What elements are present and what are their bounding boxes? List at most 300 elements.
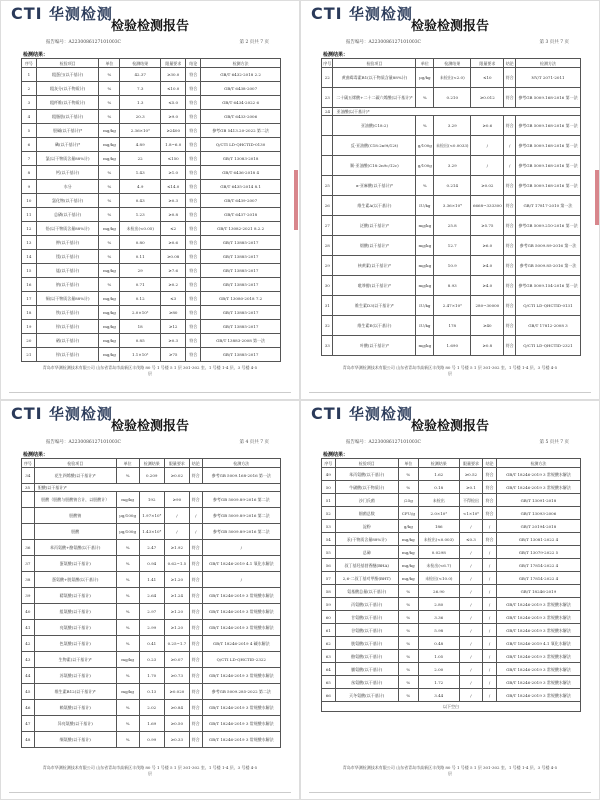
table-cell: NY/T 2071-2011 (515, 68, 580, 88)
table-cell: α-亚麻酸(以干基计)* (333, 176, 416, 196)
table-cell: 符合 (186, 68, 201, 82)
table-cell: GB/T 6434-2022 6 (201, 96, 281, 110)
table-row (22, 348, 281, 362)
table-cell: 铁(以干基计) (36, 306, 99, 320)
table-cell: IU/kg (416, 296, 434, 316)
table-cell: 未检出(<10.0) (418, 572, 459, 585)
table-row (22, 208, 281, 222)
table-cell: 21 (22, 348, 37, 362)
column-header: 限量要求 (160, 59, 185, 68)
table-cell: GB/T 13083-2018 (201, 152, 281, 166)
table-cell: 符合 (186, 250, 201, 264)
table-cell: % (416, 176, 434, 196)
table-cell: 符合 (186, 194, 201, 208)
table-row (22, 320, 281, 334)
table-cell: 4 (22, 110, 37, 124)
table-cell: % (99, 278, 120, 292)
table-cell: 50 (322, 481, 336, 494)
table-row (22, 468, 281, 484)
table-cell: 1.3 (120, 96, 161, 110)
table-cell: ≥1.0 (160, 166, 185, 180)
table-cell: GB/T 18246-2019 3 常规酸水解法 (202, 604, 280, 620)
table-cell: 7 (22, 152, 37, 166)
table-cell: 2.99 (139, 620, 164, 636)
table-cell: 0.210 (434, 88, 471, 108)
table-cell: 符合 (504, 68, 515, 88)
table-cell: / (189, 524, 202, 540)
cti-logo: CTI 华测检测 (311, 404, 413, 423)
table-row (322, 546, 581, 559)
table-cell: 1 (22, 68, 37, 82)
table-cell: mg/kg (99, 306, 120, 320)
table-cell: 维生素D3(以干基计)* (333, 296, 416, 316)
table-cell (322, 156, 333, 176)
table-cell: 符合 (189, 700, 202, 716)
table-cell: ≥6.0 (471, 236, 504, 256)
table-cell: ≤150 (160, 152, 185, 166)
table-cell: 符合 (189, 652, 202, 668)
table-cell: 谷氨酸(以干基计) (335, 624, 398, 637)
column-header: 单位 (116, 459, 139, 468)
table-cell: 符合 (504, 316, 515, 336)
table-cell: 0.25~1.7 (164, 636, 189, 652)
report-number: 报告编号：A2230086127101003C (346, 40, 422, 45)
table-cell: ≥9.0 (160, 110, 185, 124)
table-cell: mg/kg (398, 559, 418, 572)
table-cell: 0.13 (139, 684, 164, 700)
table-cell: / (483, 598, 497, 611)
report-number: 报告编号：A2230086127101003C (46, 40, 122, 45)
table-cell: / (459, 611, 483, 624)
table-cell: 3.29 (434, 156, 471, 176)
table-cell: GB/T 18246-2019 3 常规酸水解法 (496, 624, 580, 637)
table-cell: ≥0.012 (471, 88, 504, 108)
table-cell: 吡哆醇(以干基计)* (333, 276, 416, 296)
table-cell: 42 (22, 636, 35, 652)
table-cell: ≥0.6 (471, 116, 504, 136)
table-cell: 62 (322, 637, 336, 650)
table-cell: GB/T 18246-2019 3 常规酸水解法 (496, 598, 580, 611)
table-cell: ≥75 (160, 348, 185, 362)
table-cell: ≥4.0 (471, 256, 504, 276)
table-cell: GB/T 18246-2019 3 常规酸水解法 (202, 620, 280, 636)
table-cell: / (483, 546, 497, 559)
table-cell: 16 (22, 278, 37, 292)
report-page (0, 0, 300, 400)
table-row (22, 124, 281, 138)
table-cell: ≥0.1 (459, 481, 483, 494)
table-cell: mg/kg (99, 348, 120, 362)
table-cell: 57 (322, 572, 336, 585)
table-cell: 符合 (504, 176, 515, 196)
table-cell: / (504, 136, 515, 156)
table-cell: 12.7 (434, 236, 471, 256)
table-row (22, 82, 281, 96)
table-cell: 51 (322, 494, 336, 507)
table-cell: GB/T 18246-2019 3 常规酸水解法 (496, 650, 580, 663)
table-row (322, 585, 581, 598)
table-cell: GB/T 6433-2006 (201, 110, 281, 124)
table-cell: ≥1.24 (164, 588, 189, 604)
table-cell: IU/kg (416, 316, 434, 336)
column-header: 检测方法 (202, 459, 280, 468)
table-row (22, 292, 281, 306)
table-cell: mg/kg (398, 533, 418, 546)
table-cell: 酪氨酸(以干基计) (335, 650, 398, 663)
table-cell: 26 (322, 196, 333, 216)
table-cell: 53 (322, 520, 336, 533)
table-cell: mg/kg (116, 684, 139, 700)
table-cell: % (99, 250, 120, 264)
table-cell: 2.80 (418, 598, 459, 611)
table-row (22, 556, 281, 572)
table-cell: / (483, 585, 497, 598)
table-cell: 符合 (186, 348, 201, 362)
table-cell: 符合 (504, 276, 515, 296)
table-cell: mg/kg (398, 572, 418, 585)
stamp-seal (595, 170, 599, 225)
table-cell: 0.99 (139, 732, 164, 748)
table-cell: 10 (22, 194, 37, 208)
table-cell: % (398, 481, 418, 494)
column-header: 检验项目 (36, 59, 99, 68)
table-cell: 25 (322, 176, 333, 196)
footer-address: 青岛市华测检测技术有限公司 山东省青岛市高新区丰茂路 80 号 1 号楼 5 1 层 301-302 室、1 号楼 1-4 层、3 号楼 4-5 层 (342, 765, 558, 776)
table-cell: mg/kg (416, 276, 434, 296)
column-header: 结论 (189, 459, 202, 468)
table-cell: 40 (22, 604, 35, 620)
end-note: 以下空白 (322, 702, 581, 712)
table-cell: 符合 (189, 588, 202, 604)
table-cell: 符合 (483, 468, 497, 481)
table-cell: ≤0.3 (459, 533, 483, 546)
table-cell: mg/kg (398, 546, 418, 559)
table-cell: 61 (322, 624, 336, 637)
table-cell: 0.43 (120, 194, 161, 208)
column-header: 检测结果 (418, 459, 459, 468)
report-title: 检验检测报告 (110, 19, 189, 34)
table-cell: 44 (22, 668, 35, 684)
column-header: 检测结果 (120, 59, 161, 68)
table-cell: % (116, 732, 139, 748)
table-cell: ≥1.20 (164, 620, 189, 636)
column-header: 检测方法 (496, 459, 580, 468)
table-cell: Q/CTI LD-QHCTID-0131 (515, 296, 580, 316)
table-cell: 4.9 (120, 180, 161, 194)
table-cell: 未检出(<2.0) (434, 68, 471, 88)
table-cell: 符合 (483, 533, 497, 546)
table-cell: ≥5.75 (471, 216, 504, 236)
table-cell: 41 (22, 620, 35, 636)
table-cell: 汞(干物质含量88%计) (335, 533, 398, 546)
table-cell: GB/T 13883-2008 第一法 (201, 334, 281, 348)
table-cell: ≤3 (160, 292, 185, 306)
table-cell: ≥0.52 (459, 468, 483, 481)
table-cell: 参考GB 5009.85-2016 第一法 (515, 256, 580, 276)
table-cell: 31 (322, 296, 333, 316)
table-cell: 2.47×10³ (434, 296, 471, 316)
table-cell: 4.89 (120, 138, 161, 152)
table-cell: / (202, 540, 280, 556)
table-cell: GB/T 18246-2019 3 常规酸水解法 (496, 689, 580, 702)
table-cell: 2.00 (418, 663, 459, 676)
table-cell: / (459, 676, 483, 689)
table-cell: 参考GB 5009.168-2016 第一法 (515, 136, 580, 156)
column-header: 单位 (416, 59, 434, 68)
table-cell: 二十碳五烯酸+二十二碳六烯酸(以干基计)* (333, 88, 416, 108)
table-cell: 锌(以干基计) (36, 348, 99, 362)
page-number: 第 5 页共 7 页 (539, 440, 569, 445)
table-cell: % (416, 116, 434, 136)
table-cell: 锌(以干基计) (36, 320, 99, 334)
report-title: 检验检测报告 (410, 19, 489, 34)
table-cell: 花生四烯酸(以干基计)* (34, 468, 116, 484)
table-row (22, 636, 281, 652)
table-cell: GB/T 13885-2017 (201, 278, 281, 292)
table-cell: /25g (398, 494, 418, 507)
table-cell: ≤5.0 (160, 96, 185, 110)
table-cell: 胆碱(以干基计)* (36, 124, 99, 138)
table-cell: mg/kg (116, 652, 139, 668)
table-cell: ≤10 (471, 68, 504, 88)
table-row (322, 559, 581, 572)
table-cell: / (483, 663, 497, 676)
table-cell: 亚油酸(C18:2) (333, 116, 416, 136)
table-cell: 10.9 (434, 256, 471, 276)
table-cell: 符合 (504, 196, 515, 216)
table-cell: / (459, 663, 483, 676)
table-cell: % (398, 468, 418, 481)
table-cell: 钾(以干基计) (36, 236, 99, 250)
table-cell: GB/T 6438-2007 (201, 82, 281, 96)
table-row (22, 166, 281, 180)
table-cell: 1.97×10⁴ (139, 508, 164, 524)
table-cell: ≤14.0 (160, 180, 185, 194)
table-cell: 39 (22, 588, 35, 604)
table-cell: 参考GB 5413.20-2022 第二法 (201, 124, 281, 138)
table-row (322, 468, 581, 481)
table-cell: / (459, 624, 483, 637)
table-cell: 55 (322, 546, 336, 559)
table-cell: 苯丙氨酸+酪氨酸(以干基计) (34, 540, 116, 556)
table-cell: 0.11 (120, 250, 161, 264)
table-cell: 符合 (186, 236, 201, 250)
table-cell: 符合 (186, 208, 201, 222)
table-cell: 参考GB 5009.89-2016 第二法 (202, 524, 280, 540)
column-header: 限量要求 (164, 459, 189, 468)
table-row (322, 494, 581, 507)
table-cell: 1.43 (120, 166, 161, 180)
table-cell: 氯化物(以干基计) (36, 194, 99, 208)
table-cell: 生物素(以干基计)* (34, 652, 116, 668)
table-cell: 34 (22, 468, 35, 484)
table-cell: 未检出(<0.05) (120, 222, 161, 236)
table-cell: 符合 (186, 138, 201, 152)
table-cell: 8 (22, 166, 37, 180)
column-header: 检测方法 (201, 59, 281, 68)
table-cell: 2.02 (139, 700, 164, 716)
table-cell: g/100g (416, 136, 434, 156)
table-row (322, 136, 581, 156)
table-cell: GB/T 13885-2017 (201, 348, 281, 362)
table-cell: ≥4.0 (471, 276, 504, 296)
table-row (322, 611, 581, 624)
table-cell (22, 508, 35, 524)
table-cell: 总砷 (335, 546, 398, 559)
table-cell: 顺-亚油酸(C18:2n9c/12c) (333, 156, 416, 176)
table-cell: 1.43×10⁴ (139, 524, 164, 540)
table-cell: ≥0.8 (471, 336, 504, 356)
table-cell: mg/kg (99, 138, 120, 152)
footer-address: 青岛市华测检测技术有限公司 山东省青岛市高新区丰茂路 80 号 1 号楼 5 1 层 301-302 室、1 号楼 1-4 层、3 号楼 4-5 层 (342, 365, 558, 376)
table-cell: 7.3 (120, 82, 161, 96)
table-cell: 淀粉 (335, 520, 398, 533)
table-cell: 280~30000 (471, 296, 504, 316)
table-row (322, 276, 581, 296)
table-cell: 胆酸 (34, 524, 116, 540)
cti-logo: CTI 华测检测 (11, 404, 113, 423)
table-cell: 缬氨酸(以干基计) (34, 732, 116, 748)
table-cell: 5 (22, 124, 37, 138)
column-header: 检测方法 (515, 59, 580, 68)
page-number: 第 4 页共 7 页 (239, 440, 269, 445)
table-cell: % (99, 166, 120, 180)
table-cell: / (471, 136, 504, 156)
table-row (322, 196, 581, 216)
table-cell: GB/T 13080-2018 7.2 (201, 292, 281, 306)
column-header: 结论 (505, 60, 514, 66)
result-label: 检测结果： (323, 52, 349, 58)
table-row (22, 732, 281, 748)
column-header: 限量要求 (459, 459, 483, 468)
table-cell: ≥40 (471, 316, 504, 336)
table-cell: / (459, 520, 483, 533)
table-cell: GB/T 13885-2017 (201, 306, 281, 320)
table-cell: 甘氨酸(以干基计) (335, 611, 398, 624)
table-row (322, 176, 581, 196)
table-cell: 20.3 (120, 110, 161, 124)
table-cell: 氯(以干物质含量88%计) (36, 152, 99, 166)
table-cell: GB/T 18246-2019 3 常规酸水解法 (202, 668, 280, 684)
table-cell: 符合 (189, 732, 202, 748)
table-cell: mg/kg (416, 236, 434, 256)
table-row (322, 316, 581, 336)
table-cell: mg/kg (416, 336, 434, 356)
table-cell: 1.41 (139, 572, 164, 588)
table-cell: 泛酸(以干基计)* (333, 216, 416, 236)
column-header: 序号 (322, 459, 336, 468)
table-row (22, 700, 281, 716)
table-cell: / (483, 637, 497, 650)
page-number: 第 2 页共 7 页 (239, 40, 269, 45)
table-cell: 蛋氨酸+胱氨酸(以干基计) (34, 572, 116, 588)
table-row (22, 152, 281, 166)
table-cell: 叔丁基羟基茴香醚(BHA) (335, 559, 398, 572)
table-cell: 26.90 (418, 585, 459, 598)
table-cell: % (398, 611, 418, 624)
table-cell: % (116, 668, 139, 684)
table-cell: 0.41 (139, 636, 164, 652)
table-cell: % (116, 540, 139, 556)
cti-logo: CTI 华测检测 (11, 4, 113, 23)
table-cell: ≥80 (160, 306, 185, 320)
table-cell: 1.8~6.0 (160, 138, 185, 152)
table-cell: 符合 (186, 222, 201, 236)
table-row (22, 264, 281, 278)
table-cell: 32 (322, 316, 333, 336)
table-cell: GB/T 6439-2007 (201, 194, 281, 208)
table-cell: 6 (22, 138, 37, 152)
table-cell: ≥1.20 (164, 604, 189, 620)
table-cell: 9 (22, 180, 37, 194)
table-row (322, 156, 581, 176)
table-cell: / (189, 508, 202, 524)
table-cell: 29 (120, 264, 161, 278)
table-cell: GB/T 13082-2021 8.2.2 (201, 222, 281, 236)
table-cell: ≥90 (164, 492, 189, 508)
table-row (322, 481, 581, 494)
table-cell: GB/T 18246-2019 3 常规酸水解法 (202, 732, 280, 748)
table-row (322, 637, 581, 650)
table-cell: % (99, 82, 120, 96)
table-cell: / (164, 508, 189, 524)
table-cell: ≥0.08 (160, 250, 185, 264)
table-cell: 47 (22, 716, 35, 732)
table-cell: mg/kg (416, 256, 434, 276)
table-cell: 符合 (189, 684, 202, 700)
table-cell: 2.0×10² (120, 306, 161, 320)
table-cell: 钠(以干基计) (36, 278, 99, 292)
table-cell: 维生素B12(以干基计)* (34, 684, 116, 700)
table-cell: 未检出 (418, 494, 459, 507)
table-cell: ≥0.33 (164, 732, 189, 748)
table-cell: 参考GB 5009.154-2016 第一法 (515, 276, 580, 296)
table-cell: ≥0.020 (164, 684, 189, 700)
table-cell: 符合 (186, 152, 201, 166)
table-cell: CFU/g (398, 507, 418, 520)
table-row (22, 668, 281, 684)
table-row (322, 256, 581, 276)
table-cell: % (398, 676, 418, 689)
table-cell: 脯氨酸(以干基计) (335, 663, 398, 676)
table-cell: GB/T 18246-2019 4 碱水解法 (202, 636, 280, 652)
table-cell: 胆酸（胆酸与胆酸钠合计，以胆酸计） (34, 492, 116, 508)
table-cell: 60 (322, 611, 336, 624)
table-cell: 27 (322, 216, 333, 236)
table-cell: 59 (322, 598, 336, 611)
table-cell: 186 (418, 520, 459, 533)
table-row (22, 278, 281, 292)
table-cell: 23 (322, 88, 333, 108)
table-cell: 29 (322, 256, 333, 276)
page-number: 第 3 页共 7 页 (539, 40, 569, 45)
table-cell: 反-亚油酸(C18:2n9t/12t) (333, 136, 416, 156)
table-cell: 符合 (504, 88, 515, 108)
table-cell: % (116, 636, 139, 652)
table-cell: 63 (322, 650, 336, 663)
table-cell: 0.85 (120, 334, 161, 348)
table-cell: 胱氨酸(以干基计) (335, 637, 398, 650)
table-cell: 不得检出 (459, 494, 483, 507)
table-cell: GB/T 13079-2022 5 (496, 546, 580, 559)
table-cell: % (116, 556, 139, 572)
table-cell: / (459, 585, 483, 598)
table-cell: 15 (22, 264, 37, 278)
table-cell: / (483, 689, 497, 702)
table-cell: 3 (22, 96, 37, 110)
table-cell: 8.93 (434, 276, 471, 296)
table-cell: ≥12 (160, 320, 185, 334)
